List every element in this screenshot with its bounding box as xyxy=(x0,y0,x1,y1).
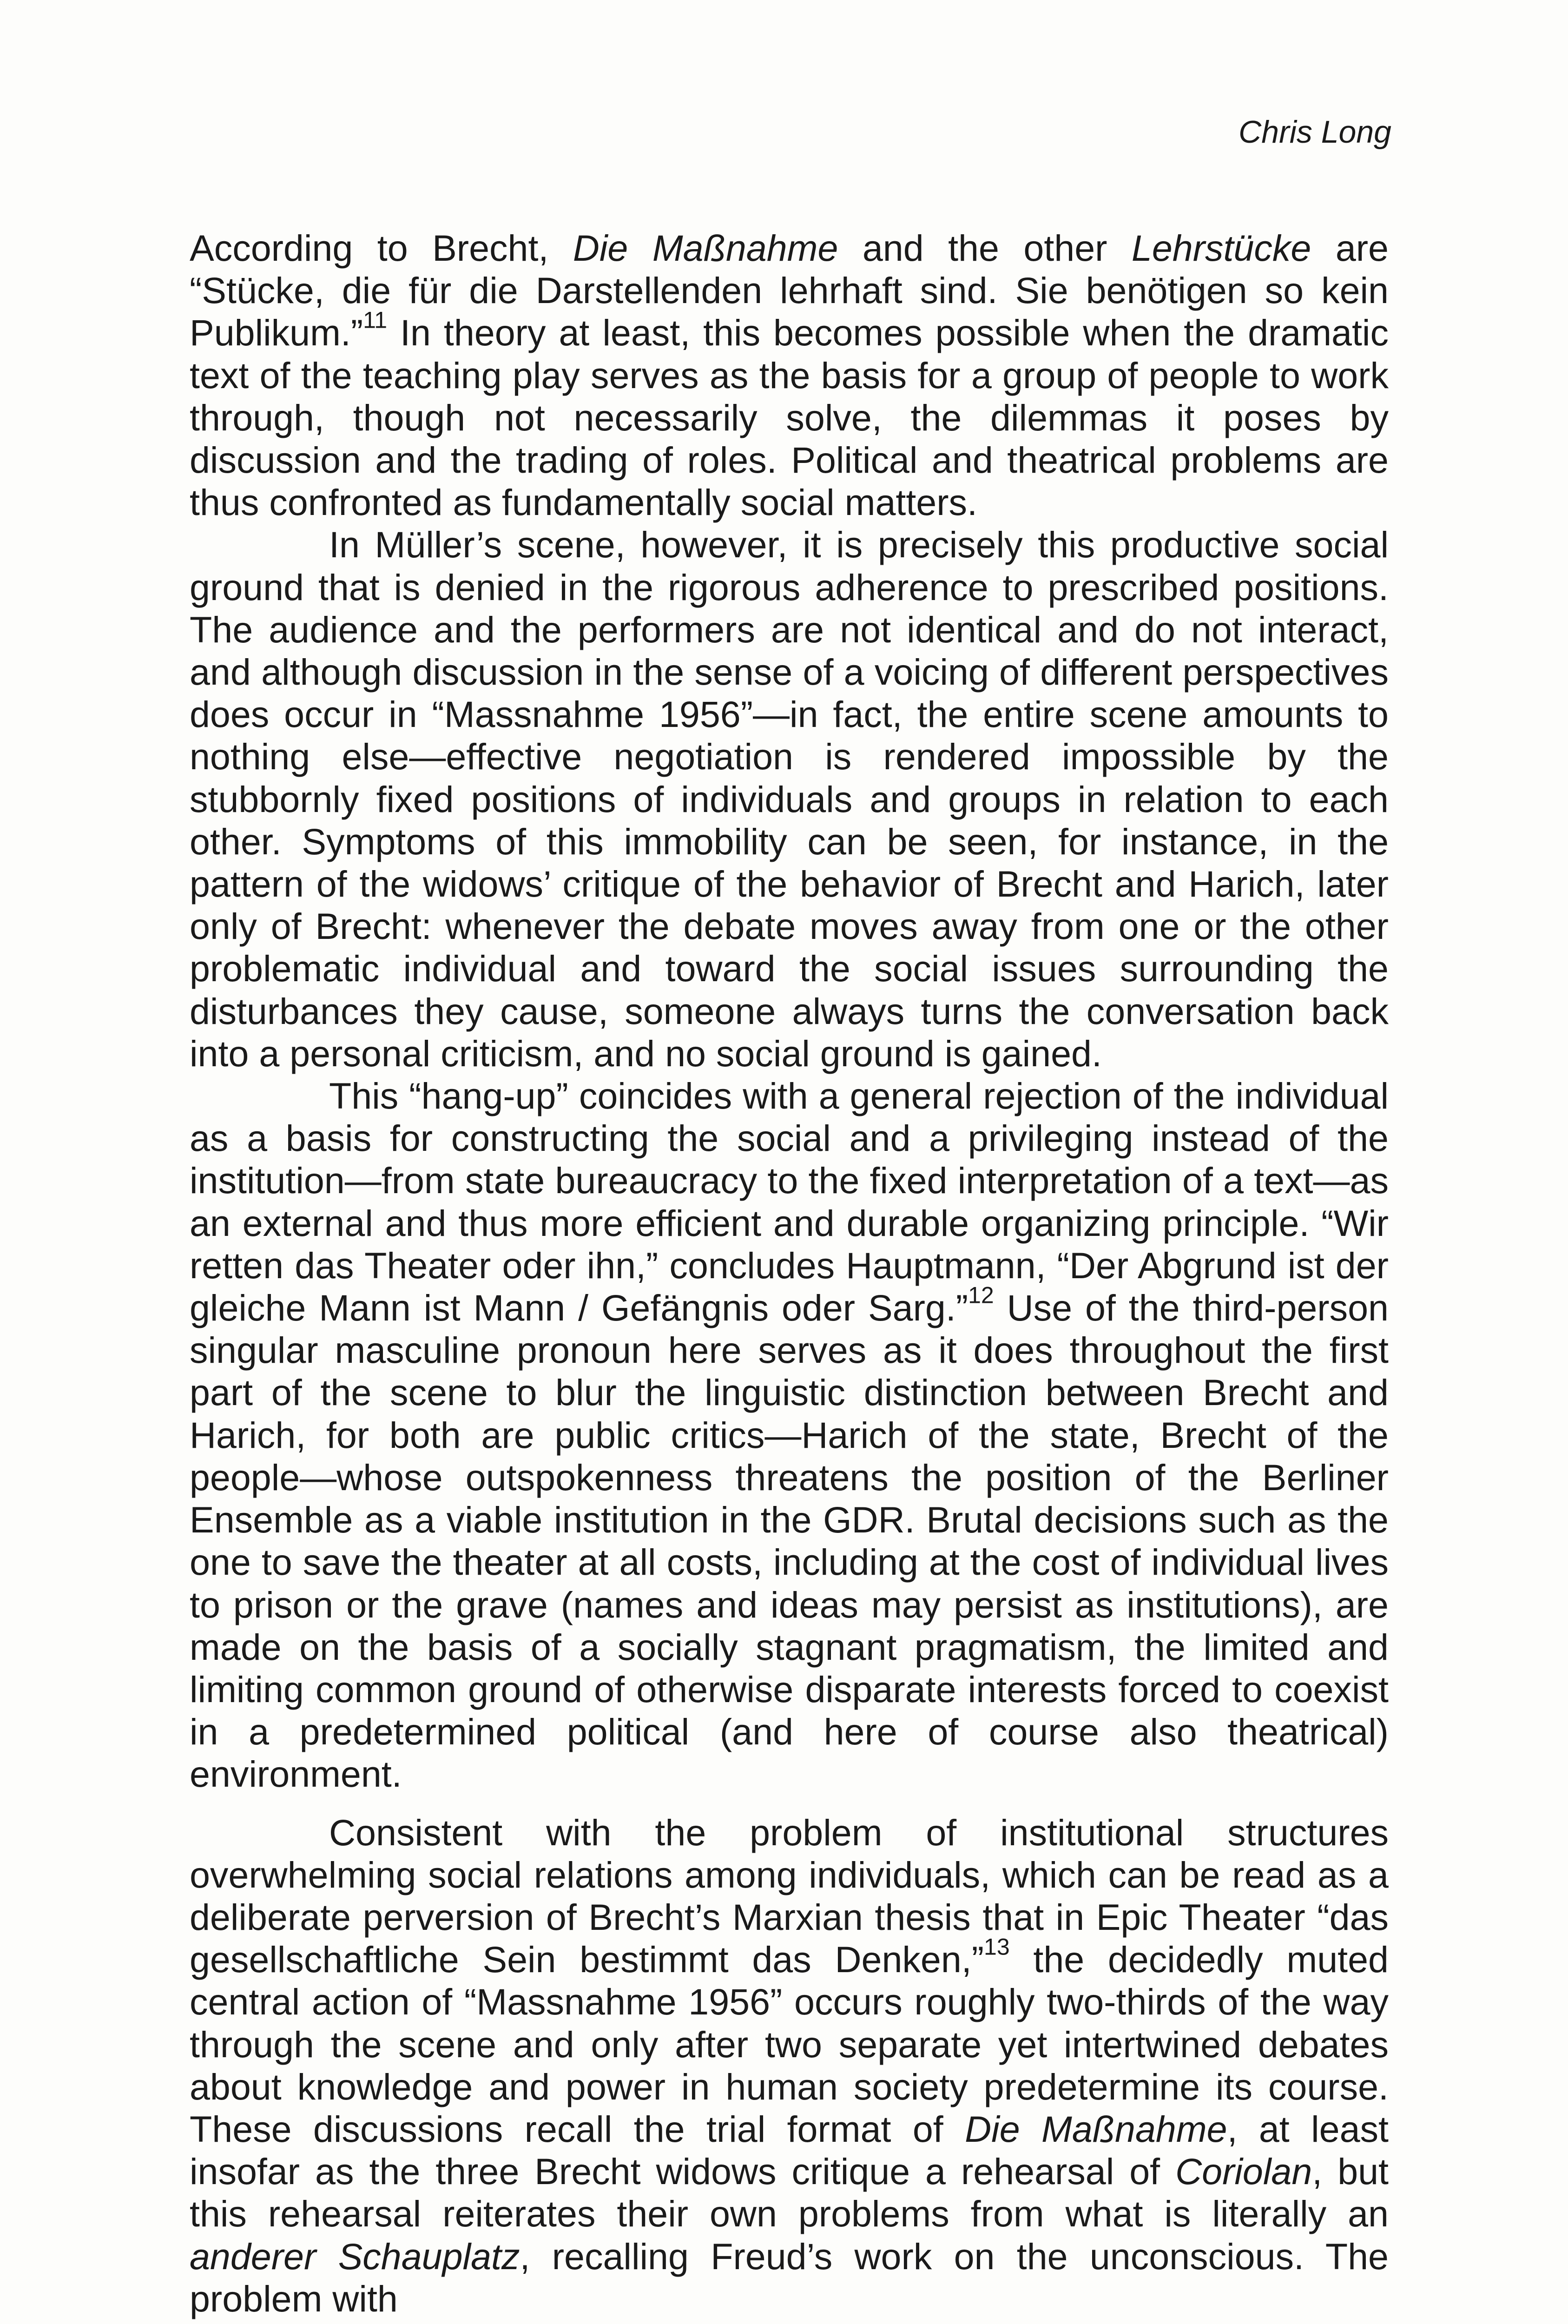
text-run: and the other xyxy=(838,227,1132,269)
text-run: In Müller’s scene, however, it is precisely this productive social ground that is denied in the rigorous adherence to prescribed positions. The audience and the performers are not identical and do not interact, and although discussion in the sense of a voicing of different perspectives does occur in “Massnahme 1956”—in fact, the entire scene amounts to nothing else—effective negotiation is rendered impossible by the stubbornly fixed positions of individuals and groups in relation to each other. Symptoms of this immobility can be seen, for instance, in the pattern of the widows’ critique of the behavior of Brecht and Harich, later only of Brecht: whenever the debate moves away from one or the other problematic individual and toward the social issues surrounding the disturbances they cause, someone always turns the conversation back into a personal criticism, and no social ground is gained. xyxy=(190,524,1389,1074)
italic-text: anderer Schauplatz xyxy=(190,2235,520,2277)
text-run: Consistent with the problem of institutional structures overwhelming social relations among individuals, which can be read as a deliberate perversion of Brecht’s Marxian thesis that in Epic Theater “das gesellschaftliche Sein bestimmt das Denken,” xyxy=(190,1811,1389,1981)
text-run: According to Brecht, xyxy=(190,227,573,269)
footnote-ref: 11 xyxy=(363,307,388,333)
paragraph xyxy=(190,1811,1389,2320)
text-run: , at least insofar as the three Brecht widows critique a rehearsal of xyxy=(190,2108,1389,2192)
text-run: are “Stücke, die für die Darstellenden lehrhaft sind. Sie benötigen so kein Publikum.” xyxy=(190,227,1389,354)
text-run: Use of the third-person singular masculine pronoun here serves as it does throughout the first part of the scene to blur the linguistic distinction between Brecht and Harich, for both are public critics—Harich of the state, Brecht of the people—whose outspokenness threatens the position of the Berliner Ensemble as a viable institution in the GDR. Brutal decisions such as the one to save the theater at all costs, including at the cost of individual lives to prison or the grave (names and ideas may persist as institutions), are made on the basis of a socially stagnant pragmatism, the limited and limiting common ground of otherwise disparate interests forced to coexist in a predetermined political (and here of course also theatrical) environment. xyxy=(190,1287,1389,1795)
text-run: , but this rehearsal reiterates their own problems from what is literally an xyxy=(190,2151,1389,2235)
footnote-ref: 12 xyxy=(968,1282,994,1308)
paragraph xyxy=(190,1075,1389,1795)
paragraph xyxy=(190,523,1389,1075)
italic-text: Coriolan xyxy=(1175,2151,1312,2192)
text-run: In theory at least, this becomes possible when the dramatic text of the teaching play serves as the basis for a group of people to work through, though not necessarily solve, the dilemmas it poses by discussion and the trading of roles. Political and theatrical problems are thus confronted as fundamentally social matters. xyxy=(190,312,1389,523)
paragraph xyxy=(190,227,1389,523)
italic-text: Die Maßnahme xyxy=(573,227,838,269)
italic-text: Lehrstücke xyxy=(1131,227,1311,269)
footnote-ref: 13 xyxy=(984,1934,1010,1960)
text-run: the decidedly muted central action of “Massnahme 1956” occurs roughly two-thirds of the way through the scene and only after two separate yet intertwined debates about knowledge and power in human society predetermine its course. These discussions recall the trial format of xyxy=(190,1939,1389,2150)
text-run: This “hang-up” coincides with a general rejection of the individual as a basis for constructing the social and a privileging instead of the institution—from state bureaucracy to the fixed interpretation of a text—as an external and thus more efficient and durable organizing principle. “Wir retten das Theater oder ihn,” concludes Hauptmann, “Der Abgrund ist der gleiche Mann ist Mann / Gefängnis oder Sarg.” xyxy=(190,1075,1389,1329)
italic-text: Die Maßnahme xyxy=(965,2108,1227,2150)
body-text xyxy=(190,227,1389,2320)
text-run: , recalling Freud’s work on the unconscious. The problem with xyxy=(190,2235,1389,2319)
running-head: Chris Long xyxy=(1239,114,1391,150)
